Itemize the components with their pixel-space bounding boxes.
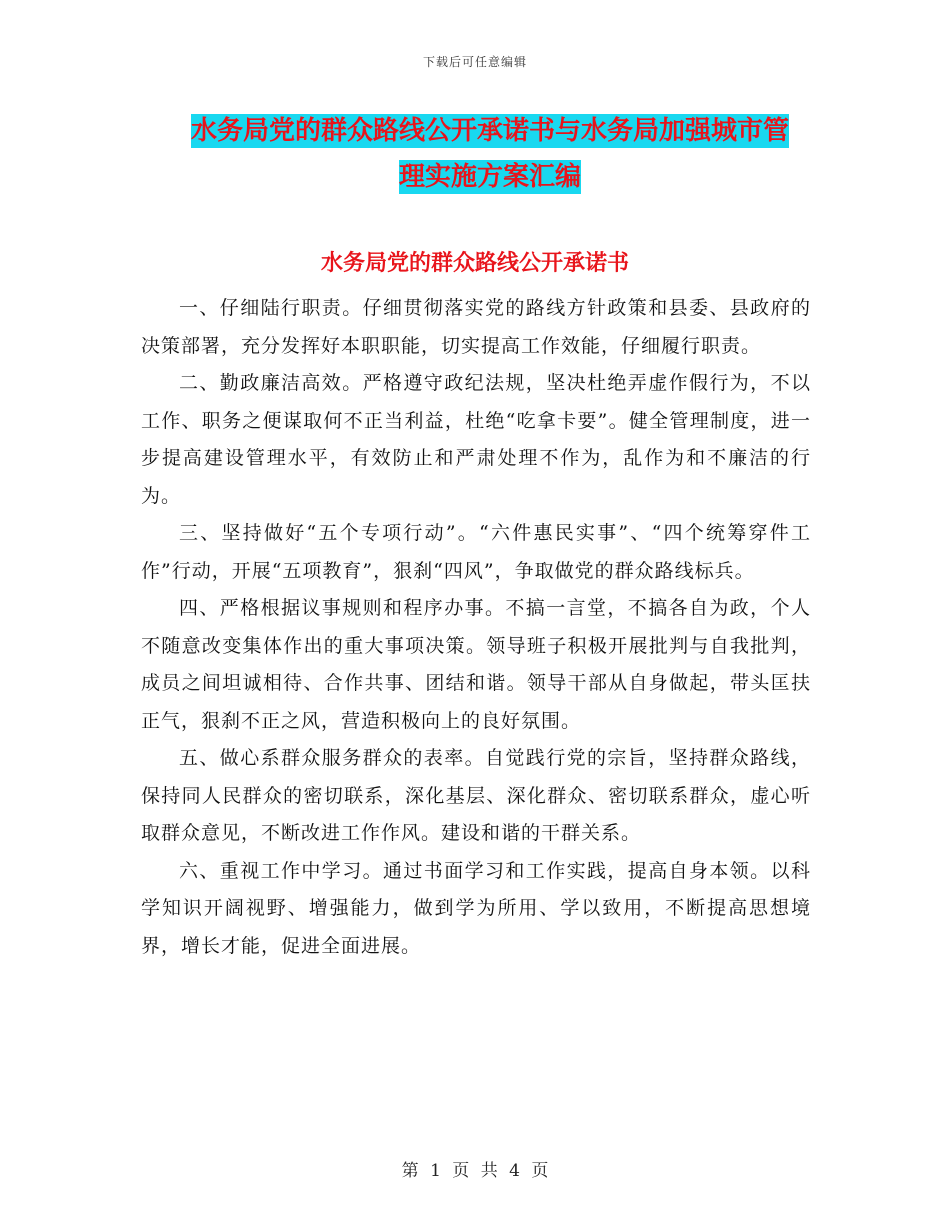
document-title [140,108,840,200]
paragraph-3: 三、坚持做好“五个专项行动”。“六件惠民实事”、“四个统筹穿件工作”行动，开展“五项教育”，狠刹“四风”，争取做党的群众路线标兵。 [141,522,811,582]
body-text [141,290,811,965]
document-title-line-1: 水务局党的群众路线公开承诺书与水务局加强城市管 [190,116,789,146]
paragraph-5: 五、做心系群众服务群众的表率。自觉践行党的宗旨，坚持群众路线，保持同人民群众的密切联系，深化基层、深化群众、密切联系群众，虚心听取群众意见，不断改进工作作风。建设和谐的干群关系。 [141,747,811,844]
page-number-footer: 第 1 页 共 4 页 [401,1161,549,1181]
paragraph-1: 一、仔细陆行职责。仔细贯彻落实党的路线方针政策和县委、县政府的决策部署，充分发挥好本职职能，切实提高工作效能，仔细履行职责。 [141,297,811,357]
header-note: 下载后可任意编辑 [422,55,527,69]
document-title-line-2: 理实施方案汇编 [398,162,581,192]
section-title: 水务局党的群众路线公开承诺书 [320,251,629,276]
paragraph-4: 四、严格根据议事规则和程序办事。不搞一言堂，不搞各自为政，个人不随意改变集体作出的重大事项决策。领导班子积极开展批判与自我批判，成员之间坦诚相待、合作共事、团结和谐。领导干部从自身做起，带头匡扶正气，狠刹不正之风，营造积极向上的良好氛围。 [141,597,811,732]
paragraph-6: 六、重视工作中学习。通过书面学习和工作实践，提高自身本领。以科学知识开阔视野、增强能力，做到学为所用、学以致用，不断提高思想境界，增长才能，促进全面进展。 [141,859,811,957]
paragraph-2: 二、勤政廉洁高效。严格遵守政纪法规，坚决杜绝弄虚作假行为，不以工作、职务之便谋取何不正当利益，杜绝“吃拿卡要”。健全管理制度，进一步提高建设管理水平，有效防止和严肃处理不作为，乱作为和不廉洁的行为。 [141,372,811,507]
